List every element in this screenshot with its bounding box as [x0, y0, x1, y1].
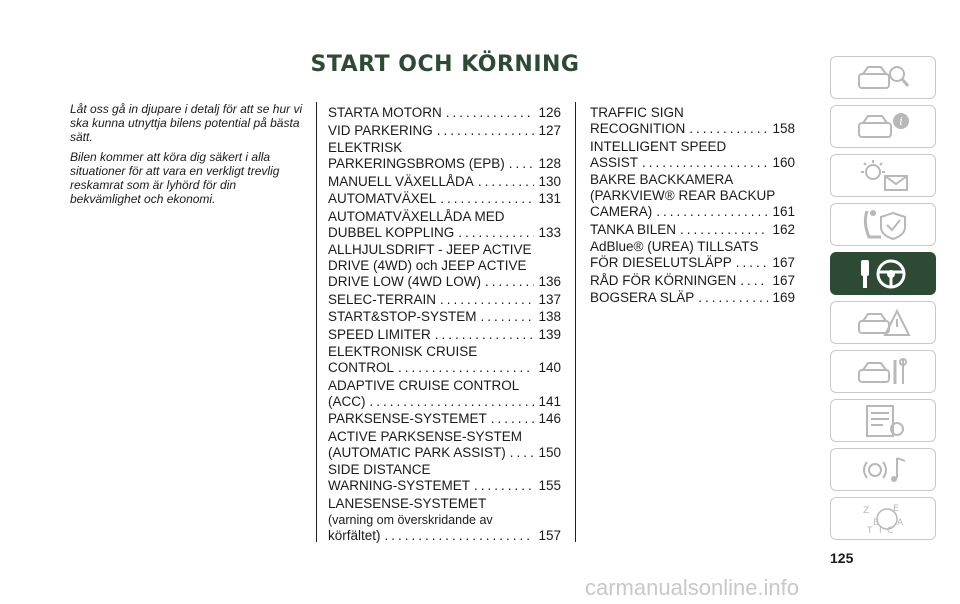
toc-entry-title: BOGSERA SLÄP — [590, 290, 695, 305]
toc-entry[interactable] — [328, 378, 561, 410]
toc-entry-title: DRIVE LOW (4WD LOW) — [328, 274, 482, 289]
dot-leader — [481, 309, 535, 325]
toc-entry-line — [328, 274, 561, 290]
toc-page-number: 160 — [772, 154, 795, 170]
column-divider — [575, 102, 576, 542]
dot-leader — [440, 292, 534, 308]
dot-leader — [485, 274, 534, 290]
toc-page-number: 133 — [538, 224, 561, 240]
dot-leader — [370, 394, 535, 410]
column-divider — [316, 102, 317, 542]
toc-entry-title: (AUTOMATIC PARK ASSIST) — [328, 444, 506, 460]
chapter-tab[interactable] — [830, 448, 936, 491]
toc-entry-title-line: ELEKTRISK — [328, 140, 403, 155]
toc-page-number: 130 — [538, 173, 561, 189]
watermark: carmanualsonline.info — [585, 575, 800, 600]
toc-page-number: 150 — [538, 444, 561, 460]
toc-entry[interactable] — [590, 290, 795, 306]
toc-page-number: 157 — [538, 527, 561, 543]
toc-entry-line — [328, 411, 561, 427]
page-number: 125 — [830, 550, 854, 566]
toc-page-number: 138 — [538, 309, 561, 324]
svg-text:i: i — [899, 114, 903, 128]
toc-entry-line — [590, 290, 795, 306]
chapter-tab[interactable] — [830, 154, 936, 197]
toc-entry-line — [328, 191, 561, 207]
toc-page-number: 140 — [538, 360, 561, 375]
car-info-icon — [853, 109, 913, 145]
seat-safety-icon — [853, 207, 913, 243]
toc-entry-title: ASSIST — [590, 154, 639, 170]
toc-page-number: 146 — [538, 411, 561, 426]
toc-entry[interactable] — [328, 174, 561, 190]
toc-page-number: 136 — [538, 274, 561, 289]
toc-entry[interactable] — [328, 496, 561, 544]
toc-page-number: 169 — [772, 290, 795, 305]
dot-leader — [736, 255, 769, 271]
dot-leader — [740, 273, 768, 289]
toc-page-number: 141 — [538, 393, 561, 409]
toc-entry[interactable] — [328, 140, 561, 172]
toc-column-right — [590, 105, 795, 308]
svg-text:B: B — [873, 517, 880, 528]
warning-light-message-icon — [853, 158, 913, 194]
toc-entry-title-line: ALLHJULSDRIFT - JEEP ACTIVE — [328, 242, 532, 257]
toc-entry-title: CAMERA) — [590, 204, 653, 219]
dot-leader — [458, 225, 534, 241]
toc-entry-line — [328, 156, 561, 172]
toc-entry[interactable] — [328, 191, 561, 207]
toc-entry-line — [328, 225, 561, 241]
technical-data-icon — [853, 403, 913, 439]
toc-entry-title-line: INTELLIGENT SPEED — [590, 138, 727, 154]
toc-entry[interactable] — [328, 411, 561, 427]
toc-page-number: 126 — [538, 105, 561, 120]
dot-leader — [478, 174, 535, 190]
toc-page-number: 155 — [538, 478, 561, 493]
toc-entry[interactable] — [328, 123, 561, 139]
toc-entry-line — [328, 478, 561, 494]
toc-entry-title: körfältet) — [328, 527, 381, 543]
dot-leader — [437, 123, 535, 139]
toc-entry[interactable] — [328, 344, 561, 376]
car-search-icon — [853, 60, 913, 96]
toc-entry-title: START&STOP-SYSTEM — [328, 309, 477, 324]
toc-entry[interactable] — [590, 139, 795, 171]
chapter-tab[interactable] — [830, 105, 936, 148]
toc-entry-title: RECOGNITION — [590, 121, 686, 136]
toc-page-number: 131 — [538, 191, 561, 206]
toc-entry[interactable] — [328, 292, 561, 308]
chapter-tab[interactable] — [830, 203, 936, 246]
toc-entry[interactable] — [590, 222, 795, 238]
toc-entry-title-line: (PARKVIEW® REAR BACKUP — [590, 188, 776, 203]
dot-leader — [398, 360, 534, 376]
toc-entry-title-line: (varning om överskridande av — [328, 512, 493, 527]
dot-leader — [642, 155, 768, 171]
toc-entry-line — [590, 204, 795, 220]
toc-page-number: 167 — [772, 272, 795, 288]
toc-entry[interactable] — [590, 239, 795, 271]
toc-entry-line — [328, 360, 561, 376]
toc-entry[interactable] — [328, 429, 561, 461]
toc-page-number: 158 — [772, 121, 795, 136]
toc-entry-title-line: TRAFFIC SIGN — [590, 105, 684, 120]
svg-text:Z: Z — [863, 505, 870, 516]
toc-entry[interactable] — [328, 309, 561, 325]
toc-page-number: 137 — [538, 291, 561, 307]
toc-page-number: 161 — [772, 204, 795, 219]
toc-page-number: 167 — [772, 255, 795, 270]
toc-entry-title-line: LANESENSE-SYSTEMET — [328, 495, 487, 511]
toc-entry-title: PARKERINGSBROMS (EPB) — [328, 156, 505, 171]
toc-entry-line — [328, 309, 561, 325]
dot-leader — [509, 156, 535, 172]
toc-entry-title-line: AdBlue® (UREA) TILLSATS — [590, 239, 759, 254]
svg-text:A: A — [897, 517, 904, 528]
toc-entry-title: DUBBEL KOPPLING — [328, 224, 455, 240]
intro-paragraph: Låt oss gå in djupare i detalj för att se hur vi ska kunna utnyttja bilens potential på bästa sätt. — [70, 102, 303, 144]
page-title: START OCH KÖRNING — [310, 52, 580, 77]
dot-leader — [474, 478, 534, 494]
toc-entry[interactable] — [328, 462, 561, 494]
toc-entry[interactable] — [328, 327, 561, 343]
toc-entry[interactable] — [590, 172, 795, 220]
car-emergency-icon — [853, 305, 913, 341]
chapter-tab[interactable] — [830, 399, 936, 442]
toc-entry-title-line: ELEKTRONISK CRUISE — [328, 344, 478, 359]
toc-column-left — [328, 105, 561, 545]
toc-entry-title-line: AUTOMATVÄXELLÅDA MED — [328, 208, 505, 224]
toc-entry-title: STARTA MOTORN — [328, 105, 442, 120]
dot-leader — [446, 105, 535, 121]
toc-entry-title-line: BAKRE BACKKAMERA — [590, 172, 734, 187]
toc-entry-line — [590, 121, 795, 137]
toc-entry-title: AUTOMATVÄXEL — [328, 191, 437, 206]
svg-text:I: I — [879, 525, 882, 536]
toc-entry-line — [590, 222, 795, 238]
chapter-tab[interactable] — [830, 497, 936, 540]
toc-entry[interactable] — [328, 242, 561, 290]
toc-page-number: 127 — [538, 122, 561, 138]
svg-text:T: T — [867, 525, 873, 536]
intro-text — [70, 102, 304, 212]
chapter-tab[interactable] — [830, 56, 936, 99]
toc-entry-title: (ACC) — [328, 393, 366, 409]
toc-entry-title: SELEC-TERRAIN — [328, 291, 437, 307]
toc-entry-line — [590, 255, 795, 271]
toc-entry-title: MANUELL VÄXELLÅDA — [328, 173, 474, 189]
toc-entry-title: TANKA BILEN — [590, 221, 677, 237]
multimedia-icon — [853, 452, 913, 488]
toc-entry-line — [328, 174, 561, 190]
chapter-tabs — [830, 56, 936, 546]
alphabetical-index-icon — [853, 501, 913, 537]
dot-leader — [510, 445, 535, 461]
toc-entry-title: WARNING-SYSTEMET — [328, 478, 471, 493]
toc-entry-title-line: DRIVE (4WD) och JEEP ACTIVE — [328, 258, 527, 273]
toc-page-number: 162 — [772, 221, 795, 237]
dot-leader — [440, 191, 534, 207]
svg-text:C: C — [887, 525, 894, 536]
toc-entry-line — [328, 123, 561, 139]
key-steering-wheel-icon — [853, 256, 913, 292]
toc-entry-title-line: ADAPTIVE CRUISE CONTROL — [328, 377, 520, 393]
chapter-tab[interactable] — [830, 301, 936, 344]
dot-leader — [385, 528, 535, 544]
toc-entry-title-line: ACTIVE PARKSENSE-SYSTEM — [328, 428, 523, 444]
car-service-icon — [853, 354, 913, 390]
toc-entry[interactable] — [590, 273, 795, 289]
toc-entry-line — [328, 105, 561, 121]
toc-entry-line — [328, 327, 561, 343]
toc-entry-title: CONTROL — [328, 360, 395, 375]
toc-entry[interactable] — [328, 105, 561, 121]
toc-entry-title: PARKSENSE-SYSTEMET — [328, 411, 487, 426]
toc-entry-title: FÖR DIESELUTSLÄPP — [590, 255, 732, 270]
toc-entry[interactable] — [328, 209, 561, 241]
toc-entry-line — [590, 273, 795, 289]
toc-entry-line — [328, 292, 561, 308]
dot-leader — [680, 222, 768, 238]
toc-entry-title-line: SIDE DISTANCE — [328, 462, 431, 477]
toc-entry[interactable] — [590, 105, 795, 137]
toc-entry-line — [328, 394, 561, 410]
dot-leader — [435, 327, 535, 343]
dot-leader — [698, 290, 768, 306]
toc-entry-line — [328, 528, 561, 544]
dot-leader — [656, 204, 768, 220]
dot-leader — [689, 121, 768, 137]
toc-entry-title: RÅD FÖR KÖRNINGEN — [590, 272, 737, 288]
toc-page-number: 139 — [538, 326, 561, 342]
chapter-tab[interactable] — [830, 350, 936, 393]
toc-entry-title: VID PARKERING — [328, 122, 433, 138]
chapter-tab[interactable] — [830, 252, 936, 295]
toc-entry-title: SPEED LIMITER — [328, 326, 431, 342]
intro-paragraph: Bilen kommer att köra dig säkert i alla situationer för att vara en verkligt trevlig reskamrat som är lyhörd för din bekvämlighet och ekonomi. — [70, 150, 280, 206]
dot-leader — [491, 411, 535, 427]
toc-entry-line — [590, 155, 795, 171]
toc-page-number: 128 — [538, 156, 561, 171]
toc-entry-line — [328, 445, 561, 461]
svg-text:E: E — [893, 503, 899, 514]
